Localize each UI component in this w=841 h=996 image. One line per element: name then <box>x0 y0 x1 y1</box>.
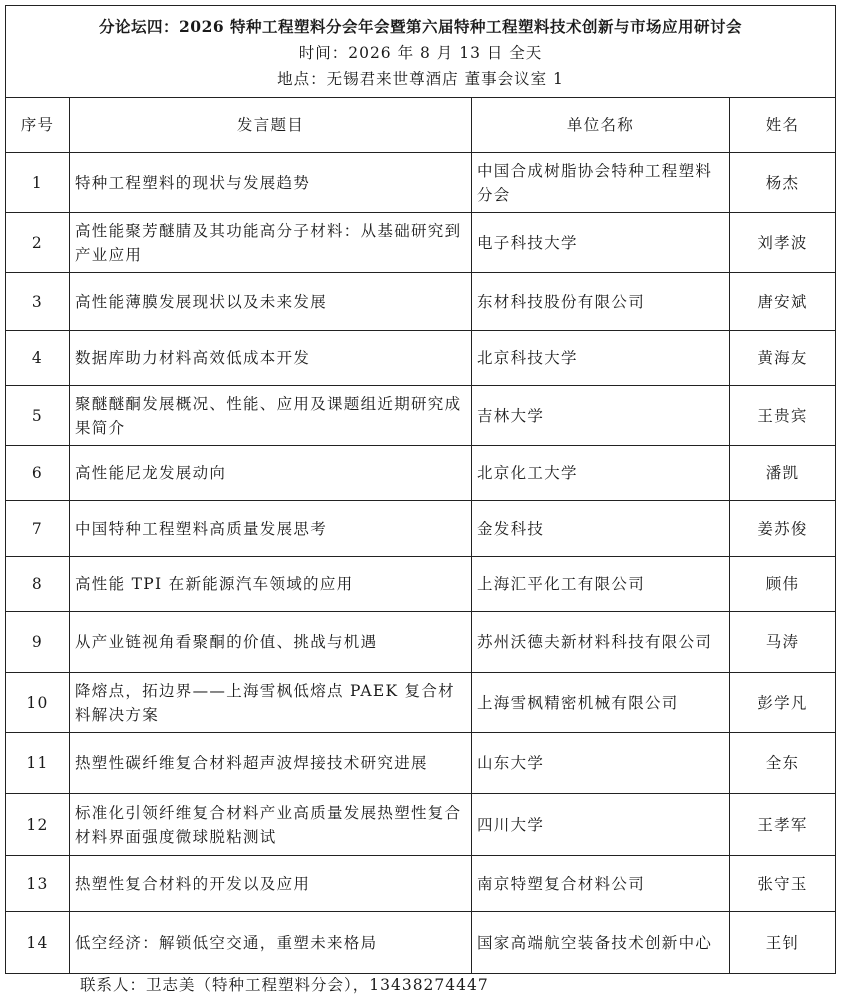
row-speaker: 姜苏俊 <box>730 501 836 557</box>
row-speaker: 唐安斌 <box>730 273 836 331</box>
row-organization: 上海汇平化工有限公司 <box>472 557 730 612</box>
contact-info: 联系人：卫志美（特种工程塑料分会），13438274447 <box>80 976 489 994</box>
row-speaker: 黄海友 <box>730 331 836 386</box>
row-number: 14 <box>6 912 70 974</box>
table-row <box>6 386 836 446</box>
header-row <box>6 6 836 98</box>
row-topic: 数据库助力材料高效低成本开发 <box>70 331 472 386</box>
row-speaker: 王钊 <box>730 912 836 974</box>
row-number: 1 <box>6 153 70 213</box>
row-number: 2 <box>6 213 70 273</box>
row-topic: 热塑性复合材料的开发以及应用 <box>70 856 472 912</box>
table-row <box>6 557 836 612</box>
row-speaker: 王孝军 <box>730 794 836 856</box>
row-organization: 南京特塑复合材料公司 <box>472 856 730 912</box>
row-topic: 高性能 TPI 在新能源汽车领域的应用 <box>70 557 472 612</box>
row-speaker: 潘凯 <box>730 446 836 501</box>
table-row <box>6 153 836 213</box>
table-row <box>6 733 836 794</box>
row-topic: 降熔点，拓边界——上海雪枫低熔点 PAEK 复合材料解决方案 <box>70 673 472 733</box>
row-organization: 四川大学 <box>472 794 730 856</box>
row-number: 12 <box>6 794 70 856</box>
table-row <box>6 794 836 856</box>
row-topic: 高性能尼龙发展动向 <box>70 446 472 501</box>
row-speaker: 杨杰 <box>730 153 836 213</box>
row-speaker: 顾伟 <box>730 557 836 612</box>
row-topic: 标准化引领纤维复合材料产业高质量发展热塑性复合材料界面强度微球脱粘测试 <box>70 794 472 856</box>
row-organization: 国家高端航空装备技术创新中心 <box>472 912 730 974</box>
row-organization: 上海雪枫精密机械有限公司 <box>472 673 730 733</box>
table-row <box>6 331 836 386</box>
row-organization: 吉林大学 <box>472 386 730 446</box>
row-topic: 特种工程塑料的现状与发展趋势 <box>70 153 472 213</box>
meeting-location: 地点：无锡君来世尊酒店 董事会议室 1 <box>277 69 564 88</box>
row-organization: 金发科技 <box>472 501 730 557</box>
row-topic: 高性能聚芳醚腈及其功能高分子材料：从基础研究到产业应用 <box>70 213 472 273</box>
row-topic: 热塑性碳纤维复合材料超声波焊接技术研究进展 <box>70 733 472 794</box>
row-organization: 中国合成树脂协会特种工程塑料分会 <box>472 153 730 213</box>
col-header-organization: 单位名称 <box>472 98 730 153</box>
row-speaker: 全东 <box>730 733 836 794</box>
row-organization: 东材科技股份有限公司 <box>472 273 730 331</box>
table-row <box>6 612 836 673</box>
row-number: 10 <box>6 673 70 733</box>
row-topic: 中国特种工程塑料高质量发展思考 <box>70 501 472 557</box>
row-topic: 聚醚醚酮发展概况、性能、应用及课题组近期研究成果简介 <box>70 386 472 446</box>
row-organization: 北京科技大学 <box>472 331 730 386</box>
meeting-time: 时间：2026 年 8 月 13 日 全天 <box>298 43 543 62</box>
row-speaker: 王贵宾 <box>730 386 836 446</box>
row-speaker: 彭学凡 <box>730 673 836 733</box>
row-number: 13 <box>6 856 70 912</box>
forum-title: 分论坛四：2026 特种工程塑料分会年会暨第六届特种工程塑料技术创新与市场应用研讨会 <box>99 16 743 36</box>
schedule-table <box>5 5 836 974</box>
row-topic: 低空经济：解锁低空交通，重塑未来格局 <box>70 912 472 974</box>
row-topic: 高性能薄膜发展现状以及未来发展 <box>70 273 472 331</box>
column-header-row <box>6 98 836 153</box>
row-number: 4 <box>6 331 70 386</box>
row-organization: 山东大学 <box>472 733 730 794</box>
table-row <box>6 856 836 912</box>
row-organization: 北京化工大学 <box>472 446 730 501</box>
table-row <box>6 501 836 557</box>
row-speaker: 马涛 <box>730 612 836 673</box>
row-organization: 电子科技大学 <box>472 213 730 273</box>
row-number: 11 <box>6 733 70 794</box>
table-row <box>6 673 836 733</box>
table-row <box>6 912 836 974</box>
row-organization: 苏州沃德夫新材料科技有限公司 <box>472 612 730 673</box>
row-speaker: 刘孝波 <box>730 213 836 273</box>
header-cell <box>6 6 836 98</box>
row-number: 3 <box>6 273 70 331</box>
col-header-speaker: 姓名 <box>730 98 836 153</box>
col-header-number: 序号 <box>6 98 70 153</box>
row-number: 9 <box>6 612 70 673</box>
row-speaker: 张守玉 <box>730 856 836 912</box>
col-header-topic: 发言题目 <box>70 98 472 153</box>
row-number: 5 <box>6 386 70 446</box>
table-row <box>6 213 836 273</box>
row-number: 8 <box>6 557 70 612</box>
table-row <box>6 446 836 501</box>
row-topic: 从产业链视角看聚酮的价值、挑战与机遇 <box>70 612 472 673</box>
row-number: 6 <box>6 446 70 501</box>
table-row <box>6 273 836 331</box>
row-number: 7 <box>6 501 70 557</box>
